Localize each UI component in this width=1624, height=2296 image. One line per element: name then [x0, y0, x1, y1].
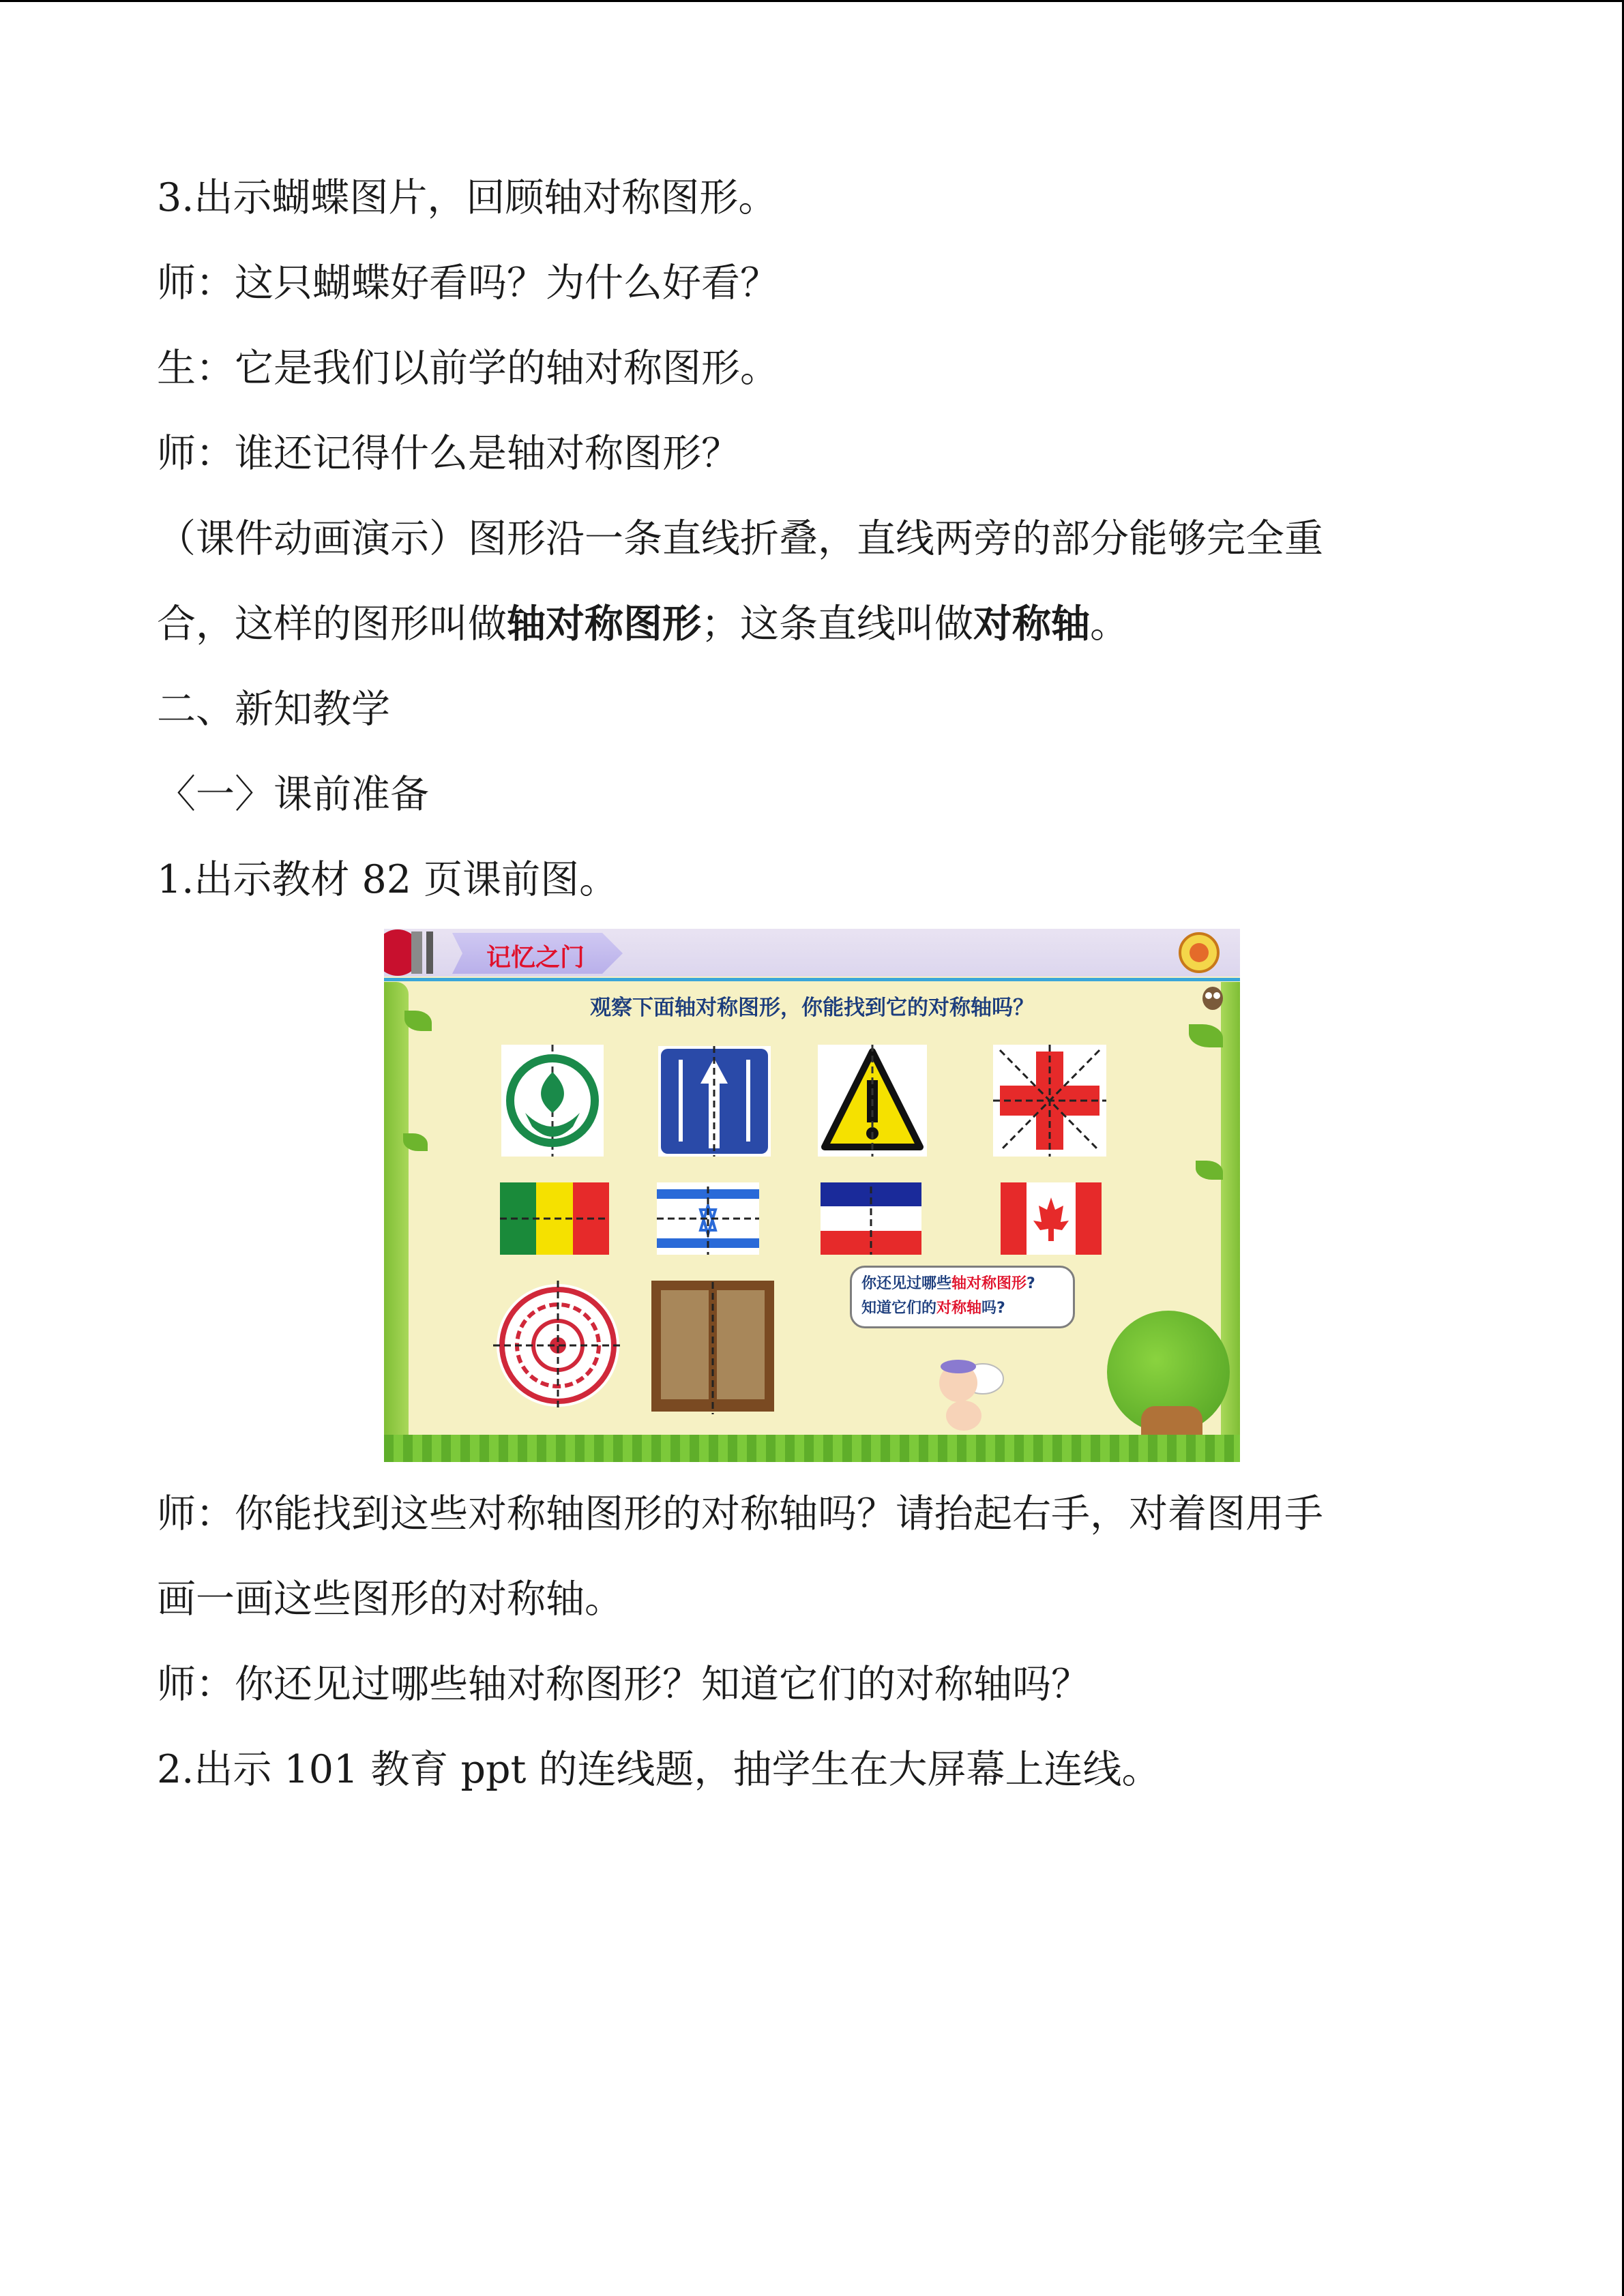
slide-question: 观察下面轴对称图形，你能找到它的对称轴吗？ — [590, 996, 1034, 1020]
slide-corner-ornament — [384, 929, 452, 976]
definition-text: 合，这样的图形叫做 — [157, 601, 507, 646]
warning-sign-icon — [818, 1045, 927, 1157]
paragraph-teacher-question-1: 师：这只蝴蝶好看吗？为什么好看？ — [157, 260, 779, 305]
flag-tricolor-icon — [500, 1182, 609, 1255]
definition-text: 。 — [1090, 601, 1129, 646]
paragraph-teacher-find-axis-2: 画一画这些图形的对称轴。 — [157, 1577, 623, 1622]
grass-border — [384, 1435, 1240, 1462]
paragraph-student-answer: 生：它是我们以前学的轴对称图形。 — [157, 346, 779, 391]
bubble-line-2: 知道它们的对称轴吗? — [861, 1300, 1005, 1317]
ornament-pattern-icon — [493, 1281, 623, 1410]
paragraph-definition-line-1: （课件动画演示）图形沿一条直线折叠，直线两旁的部分能够完全重 — [157, 516, 1323, 561]
section-heading-new-teaching: 二、新知教学 — [157, 687, 390, 732]
paragraph-show-textbook: 1.出示教材 82 页课前图。 — [157, 857, 619, 902]
slide-divider — [384, 978, 1240, 981]
flag-horizontal-stripes-icon — [821, 1182, 921, 1255]
slide-title: 记忆之门 — [486, 944, 585, 972]
courseware-slide-image — [384, 929, 1240, 1462]
one-way-road-sign-icon — [658, 1046, 771, 1157]
leaf-icon — [1196, 1161, 1223, 1180]
bubble-line-1: 你还见过哪些轴对称图形? — [861, 1275, 1035, 1292]
wooden-window-icon — [649, 1278, 777, 1414]
subsection-heading-preparation: 〈一〉课前准备 — [157, 772, 429, 817]
angel-cartoon-icon — [930, 1352, 1005, 1433]
leaf-icon — [1189, 1024, 1223, 1047]
flag-star-icon — [657, 1182, 759, 1255]
paragraph-teacher-question-2: 师：谁还记得什么是轴对称图形？ — [157, 431, 740, 476]
term-axis-of-symmetry: 对称轴 — [973, 601, 1090, 646]
term-axisymmetric-figure: 轴对称图形 — [507, 601, 701, 646]
paragraph-matching-exercise: 2.出示 101 教育 ppt 的连线题，抽学生在大屏幕上连线。 — [157, 1747, 1161, 1792]
page-top-border — [0, 0, 1624, 2]
speech-bubble — [850, 1266, 1075, 1328]
paragraph-definition-line-2 — [157, 582, 1473, 667]
paragraph-teacher-question-3: 师：你还见过哪些轴对称图形？知道它们的对称轴吗？ — [157, 1662, 1090, 1707]
definition-text: ；这条直线叫做 — [701, 601, 973, 646]
green-food-logo-icon — [501, 1045, 604, 1157]
badge-icon — [1175, 929, 1223, 976]
left-vine-decoration — [384, 982, 409, 1459]
flag-maple-leaf-icon — [1001, 1182, 1102, 1255]
red-cross-icon — [993, 1045, 1106, 1157]
paragraph-review: 3.出示蝴蝶图片，回顾轴对称图形。 — [157, 175, 778, 220]
paragraph-teacher-find-axis-1: 师：你能找到这些对称轴图形的对称轴吗？请抬起右手，对着图用手 — [157, 1491, 1323, 1536]
slide-title-bar — [384, 929, 1240, 976]
